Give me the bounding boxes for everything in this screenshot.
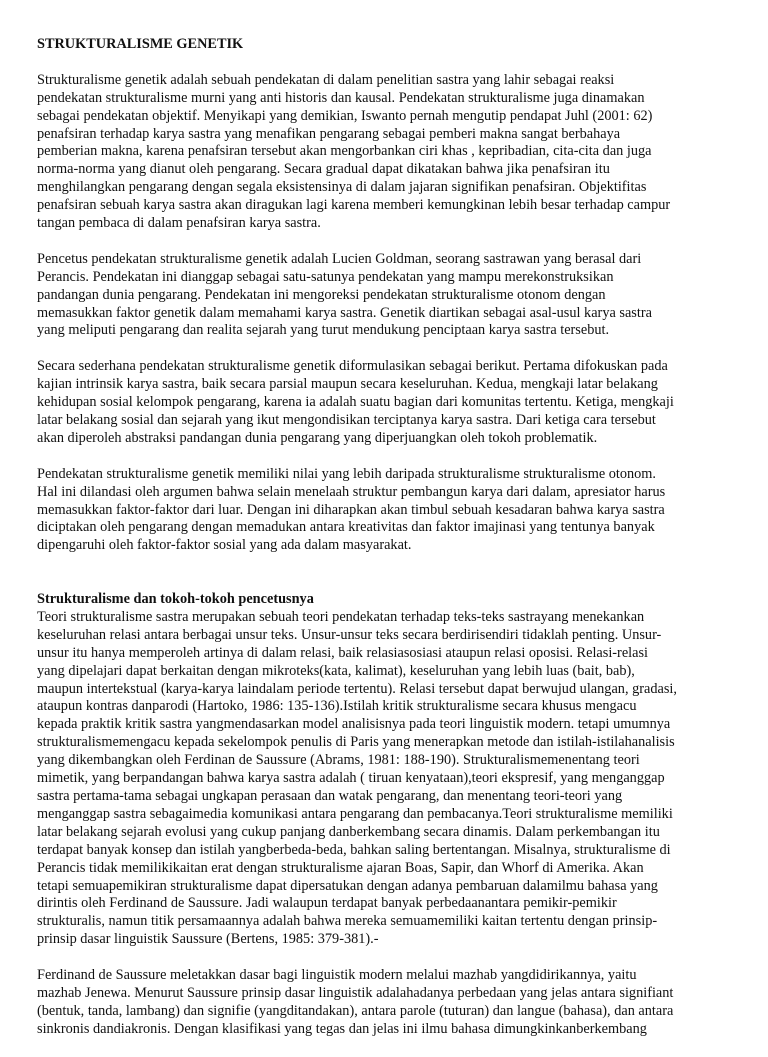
text-line: kajian intrinsik karya sastra, baik secara parsial maupun secara keseluruhan. Kedua, mengkaji latar belakang — [37, 376, 658, 393]
section-heading: Strukturalisme dan tokoh-tokoh pencetusnya — [37, 591, 314, 607]
text-line: Pendekatan strukturalisme genetik memiliki nilai yang lebih daripada strukturalisme strukturalisme otonom. — [37, 465, 656, 482]
text-line: Teori strukturalisme sastra merupakan sebuah teori pendekatan terhadap teks-teks sastrayang menekankan — [37, 608, 645, 625]
text-line: akan diperoleh abstraksi pandangan dunia pengarang yang diperjuangkan oleh tokoh problematik. — [37, 429, 598, 446]
text-line: yang dikembangkan oleh Ferdinan de Saussure (Abrams, 1981: 188-190). Strukturalismemenentang teori — [37, 752, 640, 769]
text-line: prinsip dasar linguistik Saussure (Bertens, 1985: 379-381).- — [37, 931, 379, 948]
text-line: ataupun kontras danparodi (Hartoko, 1986: 135-136).Istilah kritik strukturalisme secara khusus mengacu — [37, 698, 637, 715]
text-line: latar belakang sejarah evolusi yang cukup panjang danberkembang secara dinamis. Dalam perkembangan itu — [37, 823, 660, 840]
text-line: mimetik, yang berpandangan bahwa karya sastra adalah ( tiruan kenyataan),teori ekspresif, yang menganggap — [37, 770, 665, 787]
text-line: penafsiran terhadap karya sastra yang menafikan pengarang sebagai pemberi makna sangat berbahaya — [37, 125, 621, 142]
paragraph — [37, 609, 737, 949]
text-line: memasukkan faktor genetik dalam memahami karya sastra. Genetik diartikan sebagai asal-usul karya sastra — [37, 304, 652, 321]
text-line: pendekatan strukturalisme murni yang anti historis dan kausal. Pendekatan strukturalisme juga dinamakan — [37, 89, 645, 106]
text-line: menganggap sastra sebagaimedia komunikasi antara pengarang dan pembacanya.Teori strukturalisme memiliki — [37, 805, 673, 822]
paragraph — [37, 967, 737, 1039]
text-line: Hal ini dilandasi oleh argumen bahwa selain menelaah struktur pembangun karya dari dalam, apresiator harus — [37, 483, 666, 500]
text-line: (bentuk, tanda, lambang) dan signifie (yangditandakan), antara parole (tuturan) dan langue (bahasa), dan antara — [37, 1002, 674, 1019]
text-line: mazhab Jenewa. Menurut Saussure prinsip dasar linguistik adalahadanya perbedaan yang jelas antara signifiant — [37, 984, 674, 1001]
text-line: yang dipelajari dapat berkaitan dengan mikroteks(kata, kalimat), keseluruhan yang lebih luas (bait, bab), — [37, 662, 635, 679]
text-line: Pencetus pendekatan strukturalisme genetik adalah Lucien Goldman, seorang sastrawan yang berasal dari — [37, 250, 642, 267]
text-line: strukturalismemengacu kepada sekelompok penulis di Paris yang menerapkan metode dan istilah-istilahanalisis — [37, 734, 675, 751]
text-line: norma-norma yang dianut oleh pengarang. Secara gradual dapat dikatakan bahwa jika penafsiran itu — [37, 161, 610, 178]
text-line: terdapat banyak konsep dan istilah yangberbeda-beda, bahkan saling bertentangan. Misalnya, strukturalisme di — [37, 841, 671, 858]
text-line: keseluruhan relasi antara berbagai unsur teks. Unsur-unsur teks secara berdirisendiri tidaklah penting. Unsur- — [37, 626, 662, 643]
paragraph — [37, 251, 737, 341]
text-line: pandangan dunia pengarang. Pendekatan ini mengoreksi pendekatan strukturalisme otonom dengan — [37, 286, 606, 303]
section-strukturalisme-genetik — [37, 72, 737, 555]
document-page — [37, 36, 737, 1057]
text-line: menghilangkan pengarang dengan segala eksistensinya di dalam jajaran signifikan penafsiran. Objektifitas — [37, 179, 647, 196]
text-line: tetapi semuapemikiran strukturalisme dapat dipersatukan dengan adanya pembaruan dalamilmu bahasa yang — [37, 877, 658, 894]
text-line: sastra pertama-tama sebagai ungkapan perasaan dan watak pengarang, dan menentang teori-teori yang — [37, 787, 623, 804]
paragraph — [37, 466, 737, 556]
text-line: latar belakang sosial dan sejarah yang ikut mengondisikan terciptanya karya sastra. Dari ketiga cara tersebut — [37, 411, 656, 428]
text-line: dipengaruhi oleh faktor-faktor sosial yang ada dalam masyarakat. — [37, 537, 412, 554]
text-line: kehidupan sosial kelompok pengarang, karena ia adalah suatu bagian dari komunitas tertentu. Ketiga, mengkaji — [37, 394, 674, 411]
text-line: Ferdinand de Saussure meletakkan dasar bagi linguistik modern melalui mazhab yangdidirikannya, yaitu — [37, 967, 637, 984]
text-line: kepada praktik kritik sastra yangmendasarkan model analisisnya pada teori linguistik modern. tetapi umumnya — [37, 716, 671, 733]
text-line: pemberian makna, karena penafsiran tersebut akan mengorbankan ciri khas , kepribadian, cita-cita dan juga — [37, 143, 652, 160]
document-title: STRUKTURALISME GENETIK — [37, 36, 244, 52]
text-line: Strukturalisme genetik adalah sebuah pendekatan di dalam penelitian sastra yang lahir sebagai reaksi — [37, 71, 615, 88]
text-line: Secara sederhana pendekatan strukturalisme genetik diformulasikan sebagai berikut. Pertama difokuskan pada — [37, 358, 668, 375]
text-line: unsur itu hanya memperoleh artinya di dalam relasi, baik relasiasosiasi ataupun relasi oposisi. Relasi-relasi — [37, 644, 649, 661]
text-line: sinkronis dandiakronis. Dengan klasifikasi yang tegas dan jelas ini ilmu bahasa dimungkinkanberkembang — [37, 1020, 647, 1037]
text-line: memasukkan faktor-faktor dari luar. Dengan ini diharapkan akan timbul sebuah kesadaran bahwa karya sastra — [37, 501, 665, 518]
text-line: diciptakan oleh pengarang dengan memadukan antara kreativitas dan faktor imajinasi yang tentunya banyak — [37, 519, 655, 536]
text-line: yang meliputi pengarang dan realita sejarah yang turut mendukung penciptaan karya sastra tersebut. — [37, 322, 610, 339]
paragraph — [37, 72, 737, 233]
text-line: maupun intertekstual (karya-karya laindalam periode tertentu). Relasi tersebut dapat berwujud ulangan, gradasi, — [37, 680, 677, 697]
section-tokoh-pencetus — [37, 609, 737, 1039]
text-line: penafsiran sebuah karya sastra akan diragukan lagi karena memberi kemungkinan lebih besar terhadap campur — [37, 197, 671, 214]
section-gap — [37, 573, 737, 591]
text-line: Perancis tidak memilikikaitan erat dengan strukturalisme ajaran Boas, Sapir, dan Whorf di Amerika. Akan — [37, 859, 644, 876]
text-line: Perancis. Pendekatan ini dianggap sebagai satu-satunya pendekatan yang mampu merekonstruksikan — [37, 268, 614, 285]
text-line: dirintis oleh Ferdinand de Saussure. Jadi walaupun terdapat banyak perbedaanantara pemikir-pemikir — [37, 895, 617, 912]
text-line: strukturalis, namun titik persamaannya adalah bahwa mereka semuamemiliki kaitan tertentu dengan prinsip- — [37, 913, 658, 930]
text-line: sebagai pendekatan objektif. Menyikapi yang demikian, Iswanto pernah mengutip pendapat Juhl (2001: 62) — [37, 107, 653, 124]
text-line: tangan pembaca di dalam penafsiran karya sastra. — [37, 215, 321, 232]
paragraph — [37, 358, 737, 448]
